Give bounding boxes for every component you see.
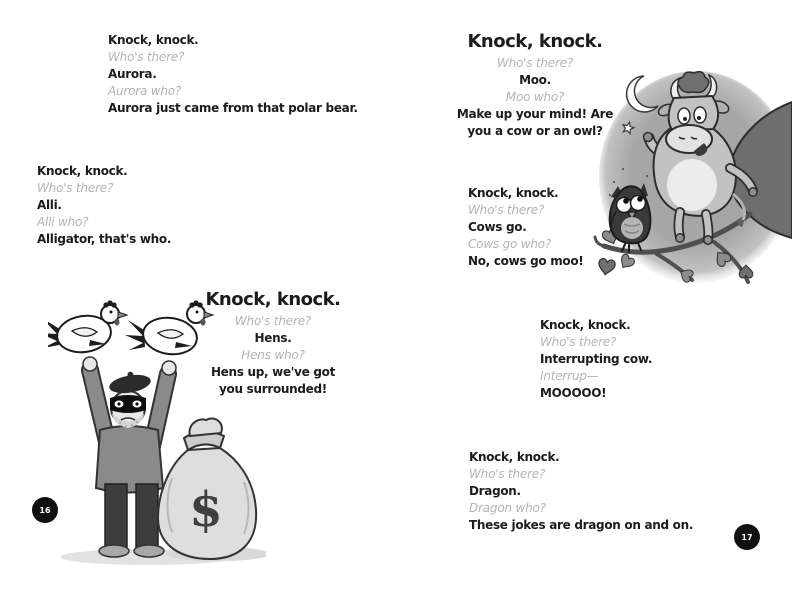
joke-line-response: Who's there? [469,467,546,481]
burglar-hens-illustration [48,278,266,570]
joke-line-response: Cows go who? [468,237,552,251]
joke-line-call: These jokes are dragon on and on. [469,518,694,532]
joke-line-response: Who's there? [540,335,617,349]
joke-line-call: No, cows go moo! [468,254,584,268]
joke-line-response: Who's there? [496,56,574,70]
joke-line-call: Cows go. [468,220,527,234]
beret [107,369,152,396]
joke-line-call: Hens up, we've got you surrounded! [210,365,336,396]
joke-line-response: Who's there? [37,181,114,195]
joke-line-call: Knock, knock. [37,164,128,178]
joke-line-response: Hens who? [241,348,305,362]
joke-line-call: Interrupting cow. [540,352,653,366]
joke-line-response: Interrup— [540,369,599,383]
joke-line-call: Alli. [37,198,62,212]
joke-line-heading: Knock, knock. [205,289,341,310]
joke-line-response: Aurora who? [108,84,182,98]
joke-line-response: Dragon who? [469,501,546,515]
joke-line-response: Who's there? [468,203,545,217]
joke-line-response: Who's there? [234,314,312,328]
joke-line-call: Knock, knock. [468,186,559,200]
joke-line-call: Hens. [254,331,292,345]
money-bag [158,418,256,559]
shoe [134,545,164,557]
hand [83,357,97,371]
joke-line-response: Alli who? [37,215,89,229]
hen-left [48,300,127,355]
dollar-sign: $ [189,482,223,538]
joke-dragon [469,449,693,534]
shoe [99,545,129,557]
page-number-left: 16 [32,497,58,523]
joke-line-response: Moo who? [505,90,565,104]
joke-line-call: Knock, knock. [108,33,199,47]
joke-line-call: Aurora. [108,67,157,81]
hen-right [125,300,213,357]
joke-line-call: Dragon. [469,484,521,498]
joke-line-call: MOOOOO! [540,386,607,400]
hand [162,361,176,375]
joke-moo [455,30,615,140]
joke-line-call: Make up your mind! Are you a cow or an owl? [456,107,614,138]
joke-line-call: Knock, knock. [540,318,631,332]
page-number-right: 17 [734,524,760,550]
joke-line-call: Aurora just came from that polar bear. [108,101,358,115]
joke-alli [37,163,171,248]
joke-interrupting-cow [540,317,652,402]
joke-line-call: Knock, knock. [469,450,560,464]
joke-line-call: Moo. [519,73,551,87]
cow-in-tree-night-illustration [592,64,792,296]
joke-cows-go [468,185,583,270]
joke-line-response: Who's there? [108,50,185,64]
joke-line-call: Alligator, that's who. [37,232,172,246]
joke-line-heading: Knock, knock. [467,31,603,52]
joke-aurora [108,32,358,117]
